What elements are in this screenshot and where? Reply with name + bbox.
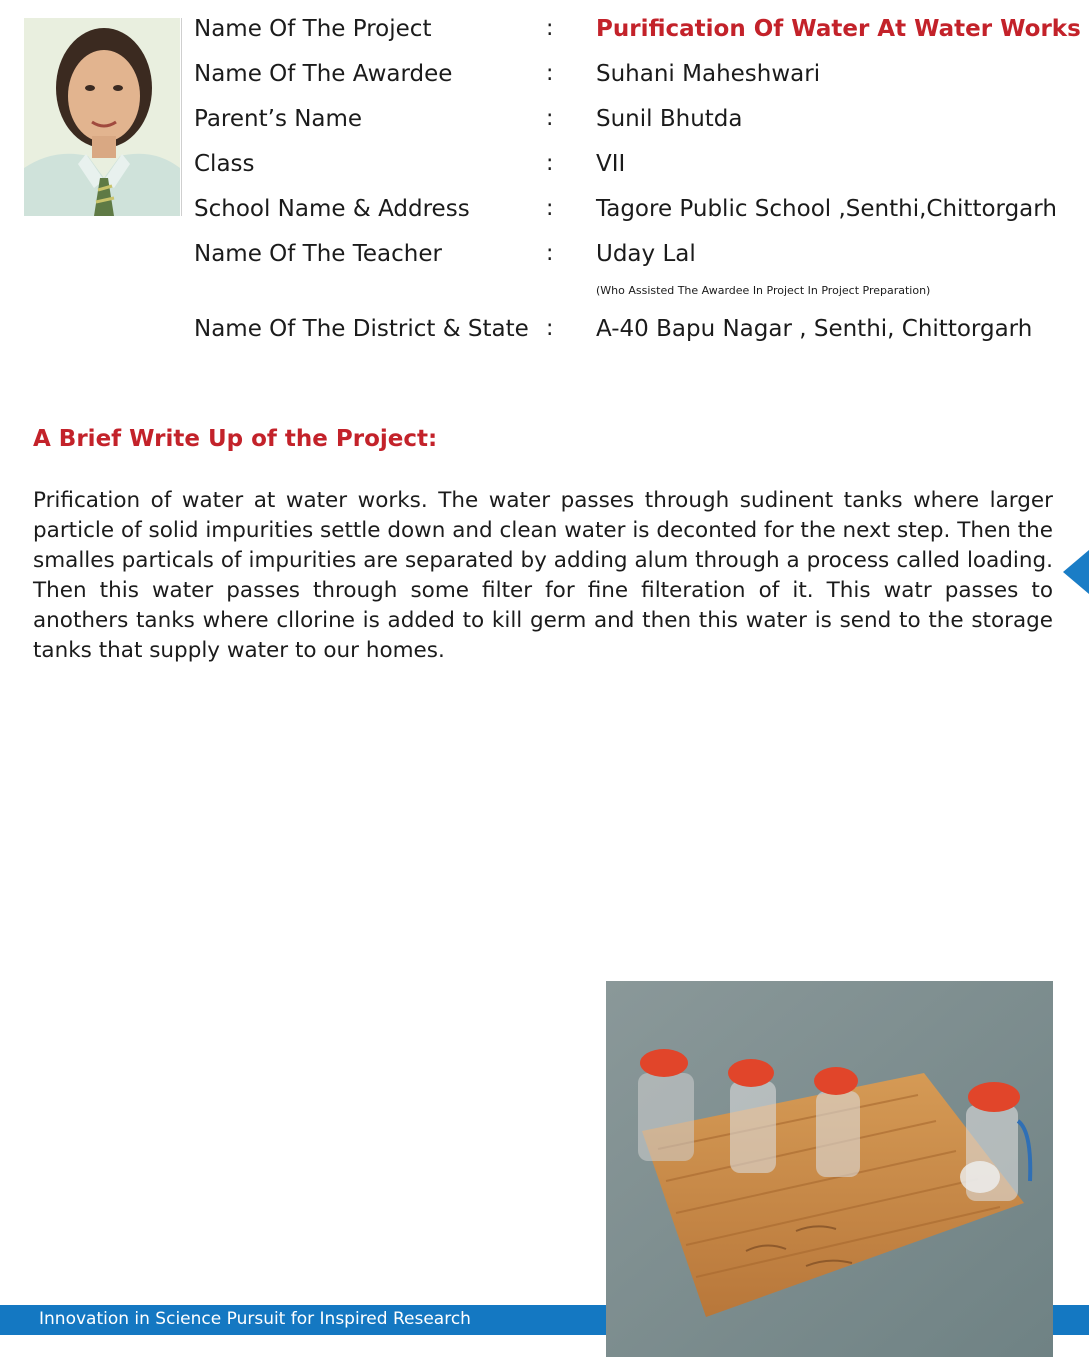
detail-value: VII (596, 151, 626, 177)
detail-separator: : (546, 61, 554, 86)
detail-label: Name Of The Teacher (194, 241, 442, 267)
detail-separator: : (546, 16, 554, 41)
detail-label: Name Of The District & State (194, 316, 529, 342)
detail-separator: : (546, 106, 554, 131)
photo-divider (181, 18, 182, 216)
detail-separator: : (546, 151, 554, 176)
awardee-photo (24, 18, 180, 216)
detail-value: Suhani Maheshwari (596, 61, 821, 87)
detail-label: Class (194, 151, 255, 177)
writeup-heading: A Brief Write Up of the Project: (33, 426, 438, 452)
detail-label: Name Of The Project (194, 16, 432, 42)
detail-separator: : (546, 316, 554, 341)
detail-value: Tagore Public School ,Senthi,Chittorgarh (596, 196, 1057, 222)
detail-label: School Name & Address (194, 196, 470, 222)
project-title: Purification Of Water At Water Works (596, 16, 1081, 42)
detail-separator: : (546, 241, 554, 266)
footer-tagline: Innovation in Science Pursuit for Inspired Research (39, 1309, 471, 1329)
detail-separator: : (546, 196, 554, 221)
detail-value: Uday Lal (596, 241, 696, 267)
detail-value: A-40 Bapu Nagar , Senthi, Chittorgarh (596, 316, 1033, 342)
teacher-note: (Who Assisted The Awardee In Project In Project Preparation) (596, 284, 931, 297)
page-marker-arrow-icon (1063, 550, 1089, 594)
detail-label: Name Of The Awardee (194, 61, 453, 87)
detail-value: Sunil Bhutda (596, 106, 743, 132)
detail-label: Parent’s Name (194, 106, 363, 132)
writeup-body: Prification of water at water works. The water passes through sudinent tanks where larger particle of solid impurities settle down and clean water is deconted for the next step. Then the smalles particals of impurities are separated by adding alum through a process called loading. Then this water passes through some filter for fine filteration of it. This watr passes to anothers tanks where cllorine is added to kill germ and then this water is send to the storage tanks that supply water to our homes. (33, 488, 1053, 663)
project-photo (606, 981, 1053, 1357)
